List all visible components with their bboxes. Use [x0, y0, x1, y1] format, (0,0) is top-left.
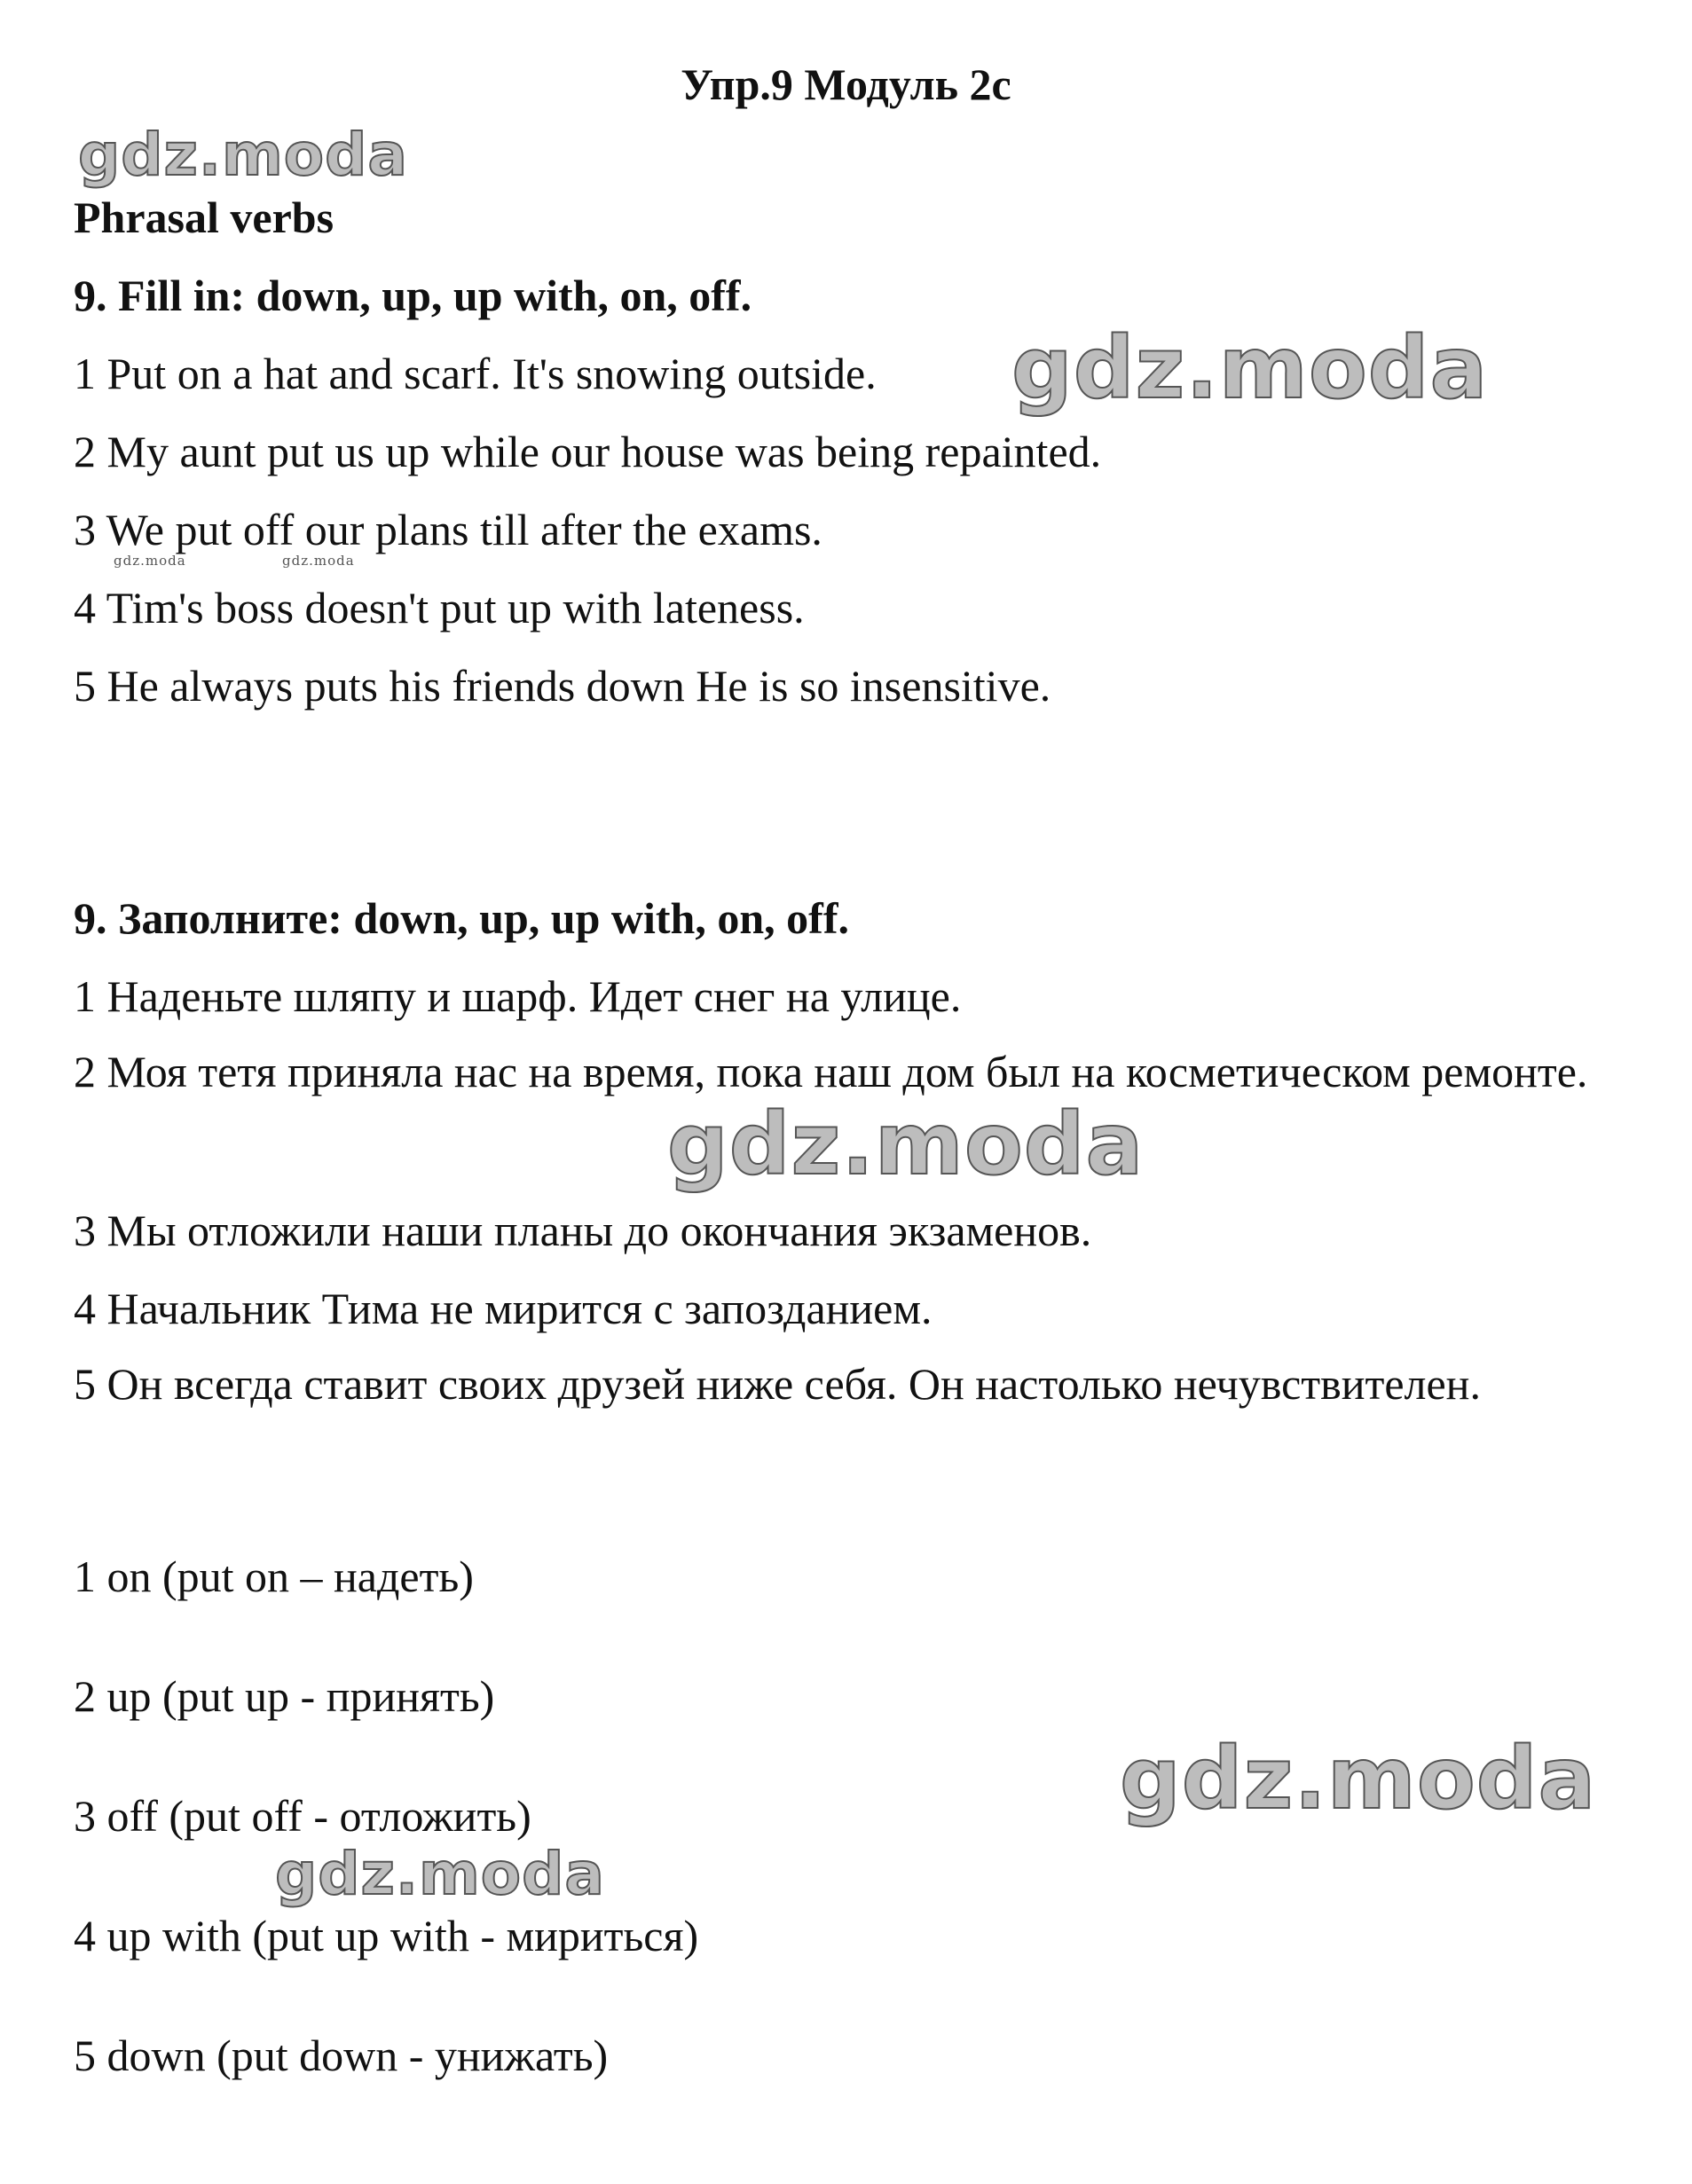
sentence-en: 3 We put off our plans till after the exams. — [74, 505, 822, 554]
answer-item: 5 down (put down - унижать) — [74, 2031, 609, 2080]
watermark-logo: gdz.moda — [1120, 1729, 1597, 1828]
answer-item: 1 on (put on – надеть) — [74, 1552, 474, 1601]
answer-item: 4 up with (put up with - мириться) — [74, 1911, 699, 1960]
section-heading: Phrasal verbs — [74, 192, 334, 242]
sentence-ru: 5 Он всегда ставит своих друзей ниже себя. Он настолько нечувствителен. — [74, 1359, 1481, 1409]
sentence-ru: 4 Начальник Тима не мирится с запозданием. — [74, 1284, 933, 1333]
sentence-en: 5 He always puts his friends down He is so insensitive. — [74, 661, 1051, 711]
watermark-logo: gdz.moda — [282, 553, 355, 569]
sentence-ru: 3 Мы отложили наши планы до окончания экзаменов. — [74, 1206, 1092, 1255]
watermark-logo: gdz.moda — [78, 121, 408, 189]
task-instruction-en: 9. Fill in: down, up, up with, on, off. — [74, 271, 752, 320]
watermark-logo: gdz.moda — [275, 1840, 605, 1908]
sentence-en: 1 Put on a hat and scarf. It's snowing outside. — [74, 349, 877, 398]
watermark-logo: gdz.moda — [667, 1095, 1145, 1194]
sentence-en: 4 Tim's boss doesn't put up with lateness. — [74, 583, 805, 632]
sentence-en: 2 My aunt put us up while our house was being repainted. — [74, 427, 1102, 476]
page-title: Упр.9 Модуль 2с — [681, 59, 1011, 109]
answer-item: 2 up (put up - принять) — [74, 1671, 495, 1721]
answer-item: 3 off (put off - отложить) — [74, 1791, 531, 1841]
sentence-ru: 2 Моя тетя приняла нас на время, пока наш дом был на косметическом ремонте. — [74, 1047, 1588, 1096]
task-instruction-ru: 9. Заполните: down, up, up with, on, off. — [74, 893, 849, 943]
watermark-logo: gdz.moda — [1011, 318, 1489, 418]
watermark-logo: gdz.moda — [114, 553, 186, 569]
sentence-ru: 1 Наденьте шляпу и шарф. Идет снег на улице. — [74, 971, 962, 1021]
